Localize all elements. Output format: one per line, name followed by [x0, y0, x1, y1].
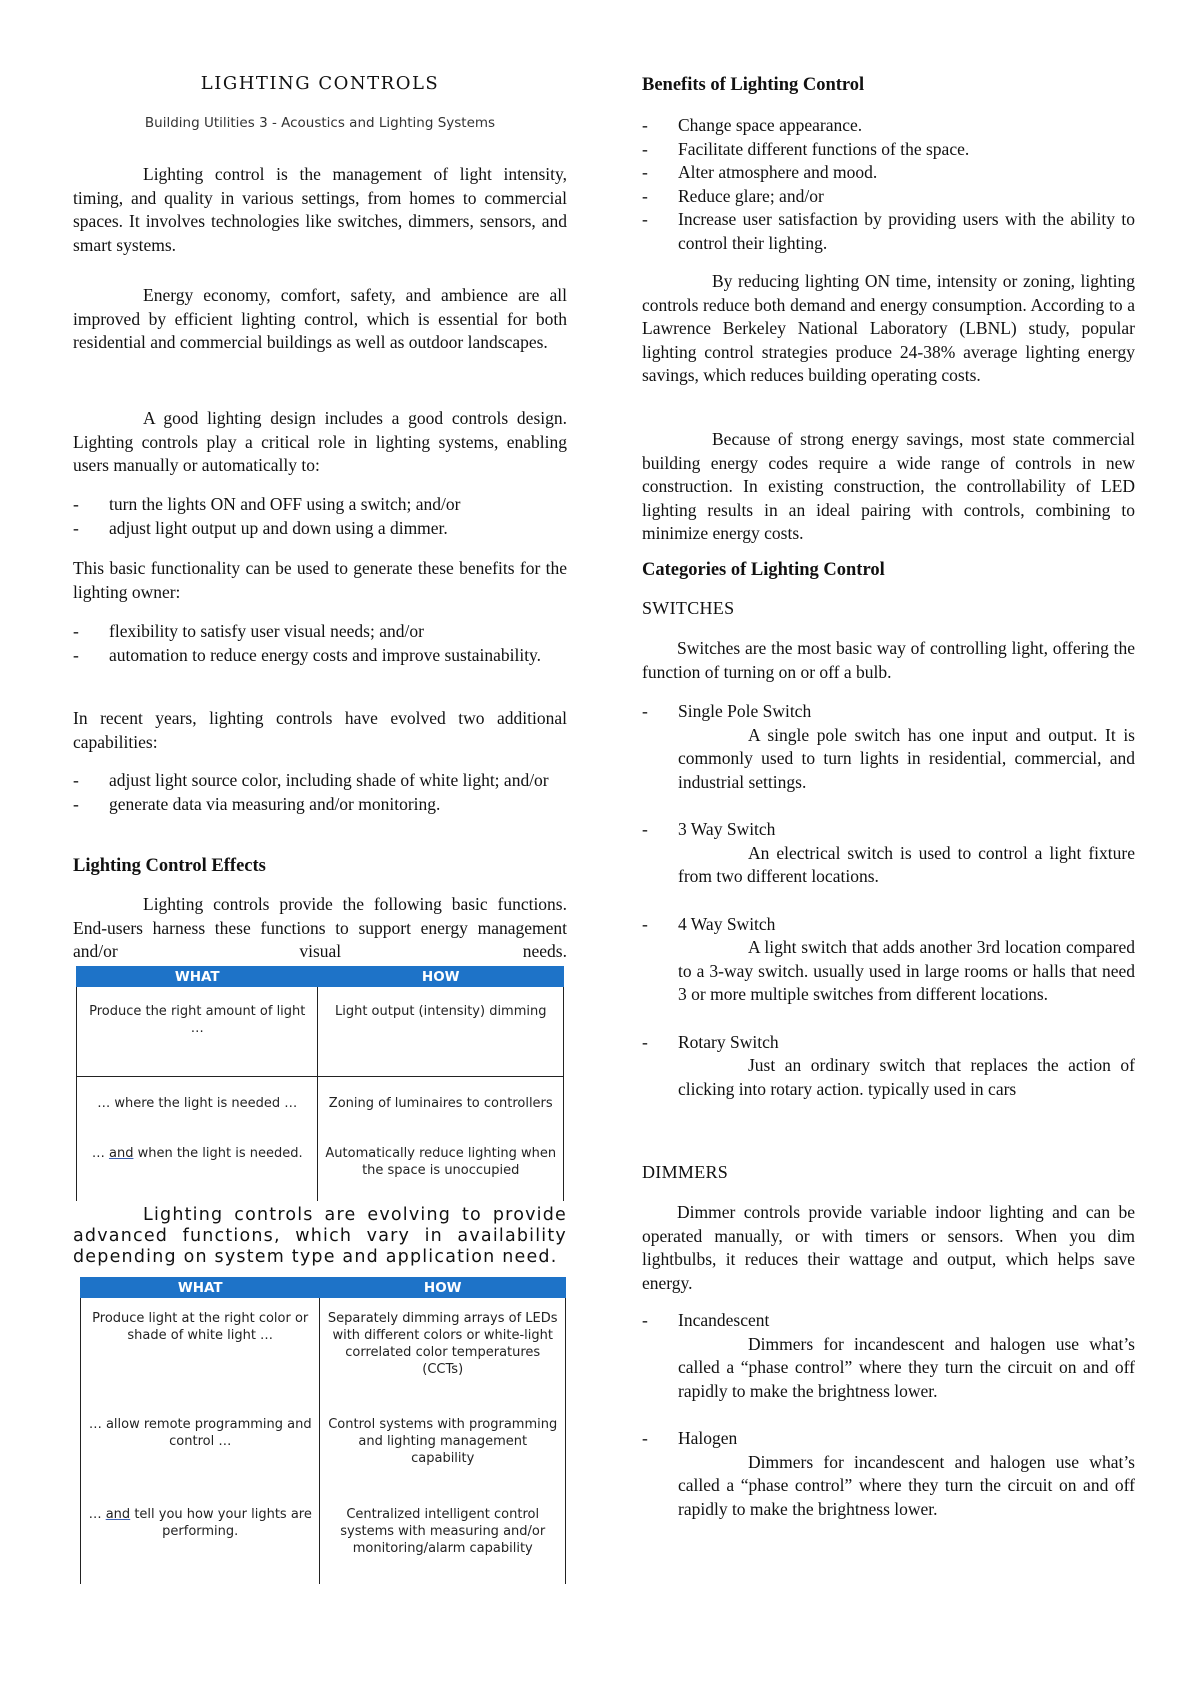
switch-item: [606, 700, 1135, 794]
table-cell: … and when the light is needed.: [77, 1129, 318, 1201]
dimmer-name: Incandescent: [678, 1310, 770, 1330]
table-header-how: HOW: [318, 967, 564, 987]
table-row: [81, 1298, 566, 1406]
benefits-intro-paragraph: This basic functionality can be used to generate these benefits for the lighting owner:: [73, 558, 567, 602]
list-item: - adjust light source color, including shade of white light; and/or: [37, 769, 567, 793]
switches-intro: Switches are the most basic way of controlling light, offering the function of turning on or off a bulb.: [642, 638, 1135, 682]
effects-paragraph: Lighting controls provide the following basic functions. End-users harness these functions to support energy management and/or visual needs.: [73, 894, 567, 961]
dimmers-heading: DIMMERS: [642, 1162, 729, 1182]
switches-heading: SWITCHES: [642, 598, 735, 618]
list-item: - Facilitate different functions of the space.: [606, 138, 1135, 162]
table-header-how: HOW: [320, 1278, 566, 1298]
table-cell: Control systems with programming and lighting management capability: [320, 1406, 566, 1496]
effects-heading: Lighting Control Effects: [73, 856, 266, 876]
table-row: [77, 987, 564, 1077]
switch-item: [606, 913, 1135, 1007]
table-cell: Zoning of luminaires to controllers: [318, 1077, 564, 1129]
switch-item: [606, 1031, 1135, 1102]
table-cell: Produce the right amount of light …: [77, 987, 318, 1077]
table-cell: Automatically reduce lighting when the space is unoccupied: [318, 1129, 564, 1201]
owner-benefits-list: [37, 620, 567, 667]
switch-description: A single pole switch has one input and output. It is commonly used to turn lights in residential, commercial, and industrial settings.: [678, 724, 1135, 792]
switch-description: Just an ordinary switch that replaces the action of clicking into rotary action. typically used in cars: [678, 1055, 1135, 1099]
list-item: - turn the lights ON and OFF using a switch; and/or: [37, 493, 567, 517]
benefits-heading: Benefits of Lighting Control: [642, 75, 865, 95]
dimmer-description: Dimmers for incandescent and halogen use what’s called a “phase control” where they turn the circuit on and off rapidly to make the brightness lower.: [678, 1333, 1135, 1401]
switch-name: 3 Way Switch: [678, 819, 776, 839]
savings-paragraph: By reducing lighting ON time, intensity or zoning, lighting controls reduce both demand and energy consumption. According to a Lawrence Berkeley National Laboratory (LBNL) study, popular lighting control strategies produce 24-38% average lighting energy savings, which reduces building operating costs.: [642, 271, 1135, 385]
table-header-what: WHAT: [77, 967, 318, 987]
energy-paragraph: Energy economy, comfort, safety, and ambience are all improved by efficient lighting control, which is essential for both residential and commercial buildings as well as outdoor landscapes.: [73, 285, 567, 352]
advanced-functions-paragraph: Lighting controls are evolving to provide advanced functions, which vary in availability depending on system type and application need.: [73, 1205, 567, 1267]
table-row: [81, 1406, 566, 1496]
table-cell: Produce light at the right color or shade of white light …: [81, 1298, 320, 1406]
dimmer-description: Dimmers for incandescent and halogen use what’s called a “phase control” where they turn the circuit on and off rapidly to make the brightness lower.: [678, 1451, 1135, 1519]
dimmer-name: Halogen: [678, 1428, 738, 1448]
benefits-list: [606, 114, 1135, 255]
dimmers-intro: Dimmer controls provide variable indoor lighting and can be operated manually, or with timers or sensors. When you dim lightbulbs, it reduces their wattage and output, which helps save energy.: [642, 1202, 1135, 1293]
table-cell: Separately dimming arrays of LEDs with different colors or white-light correlated color temperatures (CCTs): [320, 1298, 566, 1406]
switch-name: Rotary Switch: [678, 1031, 779, 1052]
switch-name: 4 Way Switch: [678, 913, 776, 934]
intro-paragraph: Lighting control is the management of light intensity, timing, and quality in various settings, from homes to commercial spaces. It involves technologies like switches, dimmers, sensors, and smart systems.: [73, 164, 567, 255]
list-item: - adjust light output up and down using a dimmer.: [37, 517, 567, 541]
switch-item: [606, 818, 1135, 889]
switch-description: A light switch that adds another 3rd location compared to a 3-way switch. usually used in large rooms or halls that need 3 or more multiple switches from different locations.: [678, 937, 1135, 1004]
list-item: - Change space appearance.: [606, 114, 1135, 138]
dimmer-item: [606, 1309, 1135, 1403]
dimmer-item: [606, 1427, 1135, 1521]
list-item: - Alter atmosphere and mood.: [606, 161, 1135, 185]
table-cell: … where the light is needed …: [77, 1077, 318, 1129]
table-cell: Light output (intensity) dimming: [318, 987, 564, 1077]
switch-name: Single Pole Switch: [678, 701, 812, 721]
dimmers-list: [606, 1309, 1135, 1521]
codes-paragraph: Because of strong energy savings, most state commercial building energy codes require a wide range of controls in new construction. In existing construction, the controllability of LED lighting results in an ideal pairing with controls, combining to minimize energy costs.: [642, 429, 1135, 543]
list-item: - Reduce glare; and/or: [606, 185, 1135, 209]
categories-heading: Categories of Lighting Control: [642, 560, 885, 580]
table-header-what: WHAT: [81, 1278, 320, 1298]
list-item: - generate data via measuring and/or monitoring.: [37, 793, 567, 817]
list-item: - automation to reduce energy costs and improve sustainability.: [37, 644, 567, 668]
table-row: [81, 1496, 566, 1584]
advanced-functions-table: [80, 1277, 566, 1584]
basic-functions-table: [76, 966, 564, 1201]
capabilities-list: [37, 769, 567, 816]
design-paragraph: A good lighting design includes a good controls design. Lighting controls play a critical role in lighting systems, enabling users manually or automatically to:: [73, 408, 567, 475]
list-item: - Increase user satisfaction by providing users with the ability to control their lighting.: [606, 208, 1135, 255]
table-cell: … allow remote programming and control …: [81, 1406, 320, 1496]
table-cell: … and tell you how your lights are performing.: [81, 1496, 320, 1584]
switch-description: An electrical switch is used to control a light fixture from two different locations.: [678, 842, 1135, 886]
switches-list: [606, 700, 1135, 1101]
document-title: LIGHTING CONTROLS: [200, 73, 440, 94]
capabilities-paragraph: In recent years, lighting controls have evolved two additional capabilities:: [73, 708, 567, 752]
table-cell: Centralized intelligent control systems with measuring and/or monitoring/alarm capability: [320, 1496, 566, 1584]
basic-functions-list: [37, 493, 567, 540]
document-subtitle: Building Utilities 3 - Acoustics and Lighting Systems: [144, 115, 496, 131]
list-item: - flexibility to satisfy user visual needs; and/or: [37, 620, 567, 644]
table-row: [77, 1129, 564, 1201]
table-row: [77, 1077, 564, 1129]
